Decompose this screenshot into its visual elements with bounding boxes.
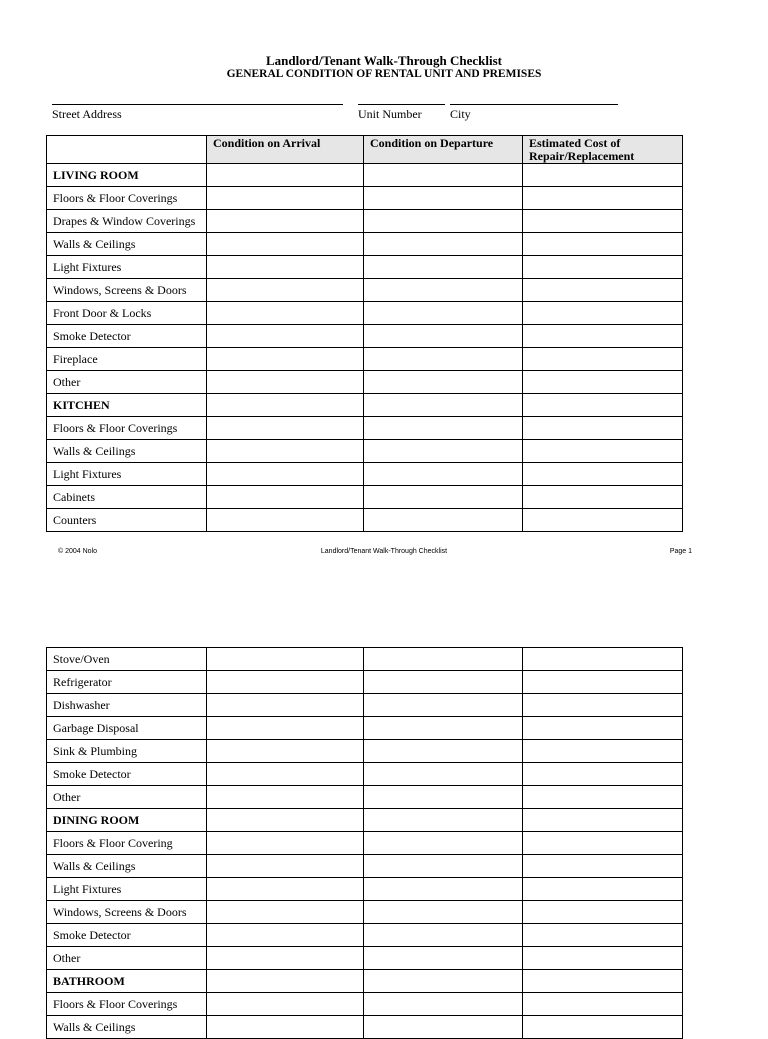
checklist-row [47,371,683,394]
cost-cell[interactable] [523,210,683,233]
footer-title: Landlord/Tenant Walk-Through Checklist [320,548,448,555]
departure-cell[interactable] [364,325,523,348]
checklist-row [47,694,683,717]
cost-cell[interactable] [523,394,683,417]
arrival-cell[interactable] [207,901,364,924]
arrival-cell[interactable] [207,509,364,532]
arrival-cell[interactable] [207,924,364,947]
arrival-cell[interactable] [207,832,364,855]
checklist-row [47,878,683,901]
item-label: Light Fixtures [47,256,207,279]
cost-cell[interactable] [523,417,683,440]
arrival-cell[interactable] [207,417,364,440]
footer-page-number: Page 1 [669,548,692,555]
section-heading: LIVING ROOM [47,164,207,187]
cost-cell[interactable] [523,740,683,763]
departure-cell[interactable] [364,648,523,671]
item-label: Fireplace [47,348,207,371]
cost-cell[interactable] [523,855,683,878]
street-address-line[interactable] [52,104,343,105]
cost-cell[interactable] [523,256,683,279]
item-label: Garbage Disposal [47,717,207,740]
section-heading: DINING ROOM [47,809,207,832]
arrival-cell[interactable] [207,947,364,970]
checklist-row [47,947,683,970]
item-label: Floors & Floor Coverings [47,417,207,440]
checklist-row [47,417,683,440]
item-label: Floors & Floor Covering [47,832,207,855]
item-label: Other [47,371,207,394]
section-heading: BATHROOM [47,970,207,993]
arrival-cell[interactable] [207,717,364,740]
arrival-cell[interactable] [207,1016,364,1039]
departure-cell[interactable] [364,394,523,417]
cost-cell[interactable] [523,878,683,901]
checklist-row [47,717,683,740]
departure-cell[interactable] [364,463,523,486]
item-label: Refrigerator [47,671,207,694]
cost-cell[interactable] [523,717,683,740]
cost-cell[interactable] [523,348,683,371]
item-label: Sink & Plumbing [47,740,207,763]
departure-cell[interactable] [364,1016,523,1039]
departure-cell[interactable] [364,509,523,532]
condition-on-departure-header: Condition on Departure [364,136,523,164]
item-label: Smoke Detector [47,325,207,348]
departure-cell[interactable] [364,256,523,279]
departure-cell[interactable] [364,993,523,1016]
arrival-cell[interactable] [207,486,364,509]
departure-cell[interactable] [364,233,523,256]
departure-cell[interactable] [364,210,523,233]
arrival-cell[interactable] [207,187,364,210]
room-item-header [47,136,207,164]
item-label: Walls & Ceilings [47,440,207,463]
departure-cell[interactable] [364,371,523,394]
cost-cell[interactable] [523,694,683,717]
item-label: Cabinets [47,486,207,509]
cost-cell[interactable] [523,486,683,509]
item-label: Other [47,947,207,970]
checklist-row [47,440,683,463]
checklist-row [47,325,683,348]
item-label: Other [47,786,207,809]
departure-cell[interactable] [364,486,523,509]
cost-cell[interactable] [523,325,683,348]
cost-cell[interactable] [523,440,683,463]
checklist-row [47,993,683,1016]
document-subtitle: GENERAL CONDITION OF RENTAL UNIT AND PREMISES [226,68,542,80]
city-line[interactable] [450,104,618,105]
checklist-row [47,210,683,233]
checklist-row [47,486,683,509]
cost-cell[interactable] [523,901,683,924]
checklist-row [47,901,683,924]
arrival-cell[interactable] [207,878,364,901]
footer-copyright: © 2004 Nolo [58,548,98,555]
departure-cell[interactable] [364,348,523,371]
cost-cell[interactable] [523,671,683,694]
unit-number-label: Unit Number [358,107,422,121]
item-label: Light Fixtures [47,878,207,901]
cost-cell[interactable] [523,947,683,970]
cost-cell[interactable] [523,463,683,486]
cost-cell[interactable] [523,786,683,809]
arrival-cell[interactable] [207,210,364,233]
checklist-row [47,302,683,325]
arrival-cell[interactable] [207,348,364,371]
arrival-cell[interactable] [207,279,364,302]
departure-cell[interactable] [364,717,523,740]
departure-cell[interactable] [364,302,523,325]
arrival-cell[interactable] [207,740,364,763]
item-label: Smoke Detector [47,924,207,947]
departure-cell[interactable] [364,164,523,187]
arrival-cell[interactable] [207,694,364,717]
departure-cell[interactable] [364,832,523,855]
departure-cell[interactable] [364,855,523,878]
checklist-row [47,233,683,256]
arrival-cell[interactable] [207,256,364,279]
arrival-cell[interactable] [207,786,364,809]
departure-cell[interactable] [364,694,523,717]
checklist-table-page-2 [46,647,683,1039]
section-row [47,164,683,187]
cost-cell[interactable] [523,187,683,210]
arrival-cell[interactable] [207,970,364,993]
cost-cell[interactable] [523,924,683,947]
cost-cell[interactable] [523,371,683,394]
cost-cell[interactable] [523,993,683,1016]
checklist-row [47,279,683,302]
arrival-cell[interactable] [207,463,364,486]
checklist-row [47,740,683,763]
arrival-cell[interactable] [207,809,364,832]
checklist-row [47,671,683,694]
departure-cell[interactable] [364,187,523,210]
unit-number-line[interactable] [358,104,445,105]
departure-cell[interactable] [364,417,523,440]
departure-cell[interactable] [364,671,523,694]
item-label: Drapes & Window Coverings [47,210,207,233]
section-row [47,970,683,993]
checklist-row [47,1016,683,1039]
cost-cell[interactable] [523,233,683,256]
section-row [47,809,683,832]
checklist-row [47,786,683,809]
item-label: Stove/Oven [47,648,207,671]
departure-cell[interactable] [364,924,523,947]
checklist-row [47,187,683,210]
arrival-cell[interactable] [207,302,364,325]
cost-cell[interactable] [523,648,683,671]
arrival-cell[interactable] [207,325,364,348]
item-label: Counters [47,509,207,532]
checklist-row [47,832,683,855]
departure-cell[interactable] [364,740,523,763]
cost-cell[interactable] [523,970,683,993]
cost-cell[interactable] [523,302,683,325]
checklist-row [47,648,683,671]
arrival-cell[interactable] [207,855,364,878]
city-label: City [450,107,471,121]
arrival-cell[interactable] [207,164,364,187]
section-heading: KITCHEN [47,394,207,417]
item-label: Walls & Ceilings [47,233,207,256]
arrival-cell[interactable] [207,440,364,463]
arrival-cell[interactable] [207,763,364,786]
departure-cell[interactable] [364,763,523,786]
cost-cell[interactable] [523,1016,683,1039]
item-label: Light Fixtures [47,463,207,486]
item-label: Walls & Ceilings [47,855,207,878]
checklist-row [47,509,683,532]
departure-cell[interactable] [364,809,523,832]
checklist-row [47,463,683,486]
checklist-row [47,763,683,786]
cost-cell[interactable] [523,832,683,855]
item-label: Windows, Screens & Doors [47,279,207,302]
departure-cell[interactable] [364,279,523,302]
arrival-cell[interactable] [207,648,364,671]
item-label: Dishwasher [47,694,207,717]
item-label: Floors & Floor Coverings [47,993,207,1016]
departure-cell[interactable] [364,970,523,993]
cost-cell[interactable] [523,809,683,832]
departure-cell[interactable] [364,786,523,809]
cost-cell[interactable] [523,509,683,532]
item-label: Floors & Floor Coverings [47,187,207,210]
cost-cell[interactable] [523,279,683,302]
cost-cell[interactable] [523,164,683,187]
arrival-cell[interactable] [207,394,364,417]
item-label: Walls & Ceilings [47,1016,207,1039]
arrival-cell[interactable] [207,671,364,694]
checklist-row [47,924,683,947]
departure-cell[interactable] [364,901,523,924]
arrival-cell[interactable] [207,233,364,256]
estimated-cost-header: Estimated Cost of Repair/Replacement [523,136,683,164]
departure-cell[interactable] [364,440,523,463]
checklist-row [47,348,683,371]
item-label: Front Door & Locks [47,302,207,325]
departure-cell[interactable] [364,878,523,901]
street-address-label: Street Address [52,107,122,121]
arrival-cell[interactable] [207,993,364,1016]
departure-cell[interactable] [364,947,523,970]
condition-on-arrival-header: Condition on Arrival [207,136,364,164]
arrival-cell[interactable] [207,371,364,394]
checklist-table-page-1 [46,135,683,532]
item-label: Windows, Screens & Doors [47,901,207,924]
checklist-row [47,855,683,878]
item-label: Smoke Detector [47,763,207,786]
cost-cell[interactable] [523,763,683,786]
section-row [47,394,683,417]
checklist-row [47,256,683,279]
document-title: Landlord/Tenant Walk-Through Checklist [265,53,502,68]
